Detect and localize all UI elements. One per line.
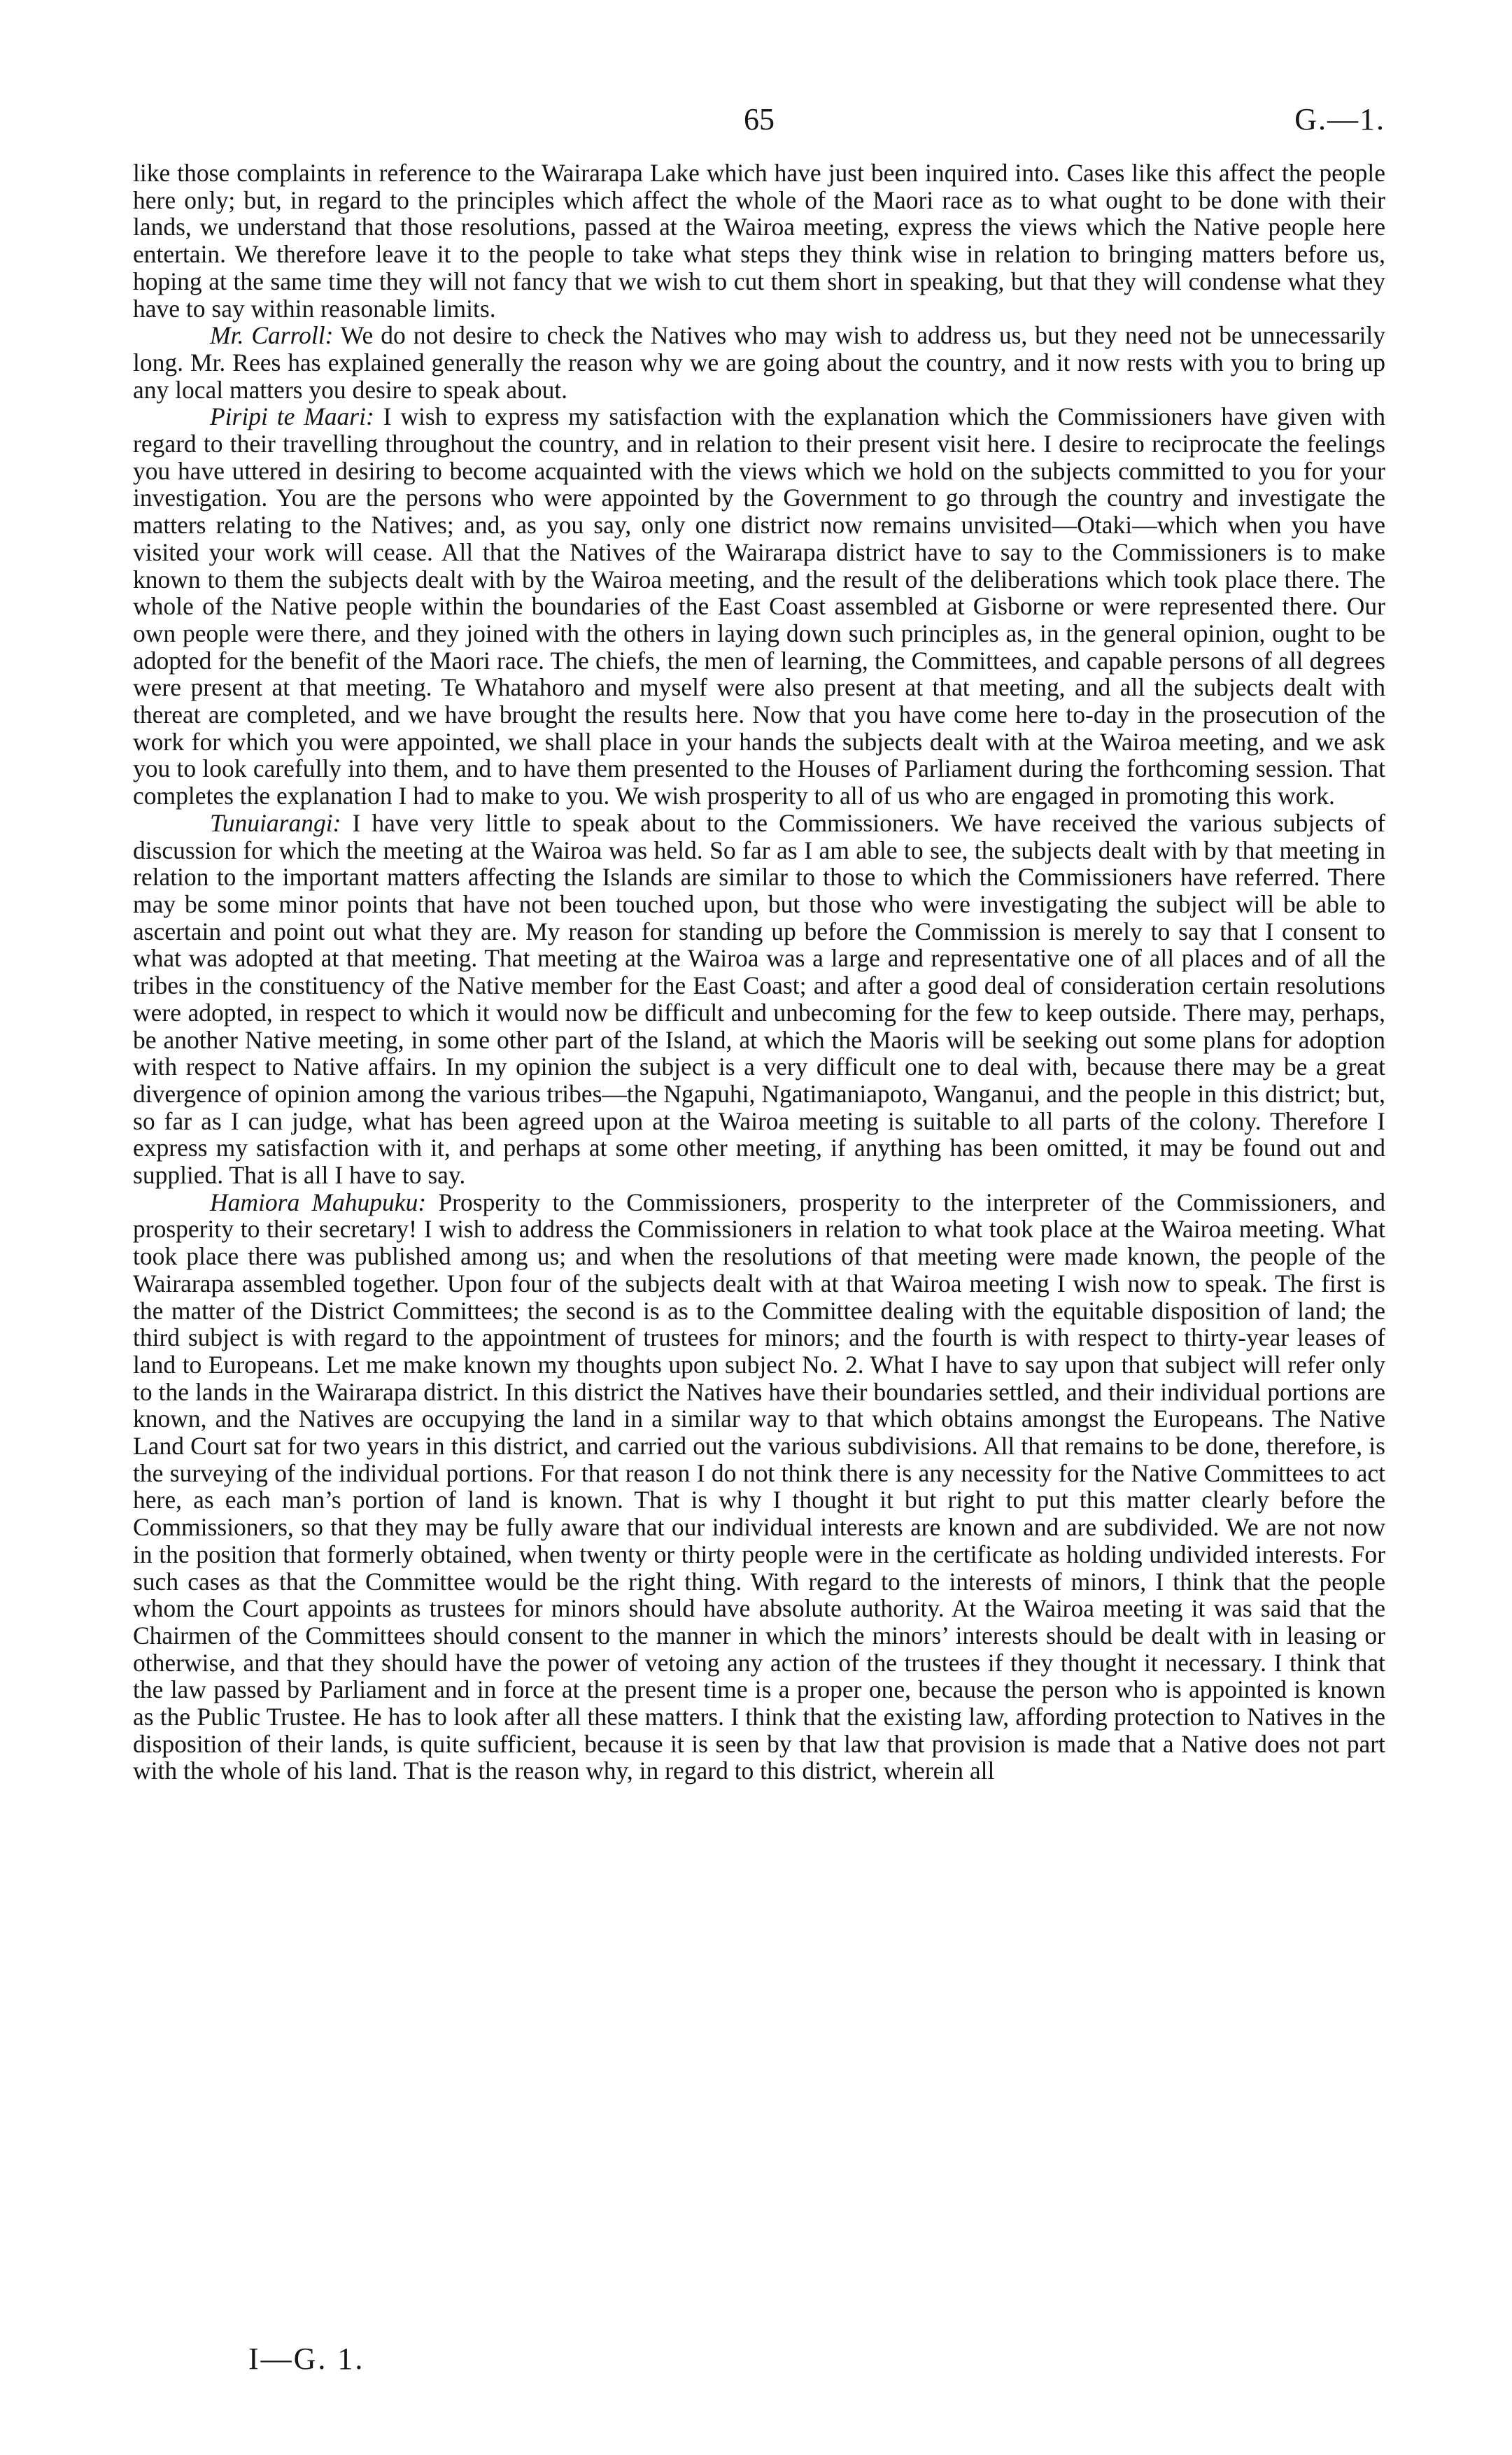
paragraph-carroll: [133, 322, 1385, 403]
paragraph-text: I have very little to speak about to the Commissioners. We have received the various subjects of discussion for which the meeting at the Wairoa was held. So far as I am able to see, the subjects dealt with by that meeting in relation to the important matters affecting the Islands are similar to those to which the Commissioners have referred. There may be some minor points that have not been touched upon, but those who were investigating the subject will be able to ascertain and point out what they are. My reason for standing up before the Commission is merely to say that I consent to what was adopted at that meeting. That meeting at the Wairoa was a large and representative one of all places and of all the tribes in the constituency of the Native member for the East Coast; and after a good deal of consideration certain resolutions were adopted, in respect to which it would now be difficult and unbecoming for the few to keep outside. There may, perhaps, be another Native meeting, in some other part of the Island, at which the Maoris will be seeking out some plans for adoption with respect to Native affairs. In my opinion the subject is a very difficult one to deal with, because there may be a great divergence of opinion among the various tribes—the Ngapuhi, Ngatimaniapoto, Wanganui, and the people in this district; but, so far as I can judge, what has been agreed upon at the Wairoa meeting is suitable to all parts of the colony. Therefore I express my satisfaction with it, and perhaps at some other meeting, if anything has been omitted, it may be found out and supplied. That is all I have to say.: [133, 808, 1385, 1190]
paragraph-hamiora-mahupuku: [133, 1189, 1385, 1785]
page-number: 65: [744, 102, 775, 136]
paragraph-tunuiarangi: [133, 810, 1385, 1189]
document-reference: G.—1.: [1294, 102, 1385, 136]
paragraph-piripi-te-maari: [133, 403, 1385, 810]
speaker-name: Piripi te Maari:: [210, 402, 374, 431]
footer-signature: I—G. 1.: [248, 2342, 365, 2376]
page-header: [133, 101, 1385, 143]
paragraph-continuation: [133, 160, 1385, 322]
paragraph-text: I wish to express my satisfaction with the explanation which the Commissioners have given with regard to their travelling throughout the country, and in relation to their present visit here. I desire to reciprocate the feelings you have uttered in desiring to become acquainted with the views which we hold on the subjects committed to you for your investigation. You are the persons who were appointed by the Government to go through the country and investigate the matters relating to the Natives; and, as you say, only one district now remains unvisited—Otaki—which when you have visited your work will cease. All that the Natives of the Wairarapa district have to say to the Commissioners is to make known to them the subjects dealt with by the Wairoa meeting, and the result of the deliberations which took place there. The whole of the Native people within the boundaries of the East Coast assembled at Gisborne or were represented there. Our own people were there, and they joined with the others in laying down such principles as, in the general opinion, ought to be adopted for the benefit of the Maori race. The chiefs, the men of learning, the Committees, and capable persons of all degrees were present at that meeting. Te Whatahoro and myself were also present at that meeting, and all the subjects dealt with thereat are completed, and we have brought the results here. Now that you have come here to-day in the prosecution of the work for which you were appointed, we shall place in your hands the subjects dealt with at the Wairoa meeting, and we ask you to look carefully into them, and to have them presented to the Houses of Parliament during the forthcoming session. That completes the explanation I had to make to you. We wish prosperity to all of us who are engaged in promoting this work.: [133, 402, 1386, 810]
paragraph-text: Prosperity to the Commissioners, prosperity to the interpreter of the Commissioners, and prosperity to their secretary! I wish to address the Commissioners in relation to what took place at the Wairoa meeting. What took place there was published among us; and when the resolutions of that meeting were made known, the people of the Wairarapa assembled together. Upon four of the subjects dealt with at that Wairoa meeting I wish now to speak. The first is the matter of the District Committees; the second is as to the Committee dealing with the equitable disposition of land; the third subject is with regard to the appointment of trustees for minors; and the fourth is with respect to thirty-year leases of land to Europeans. Let me make known my thoughts upon subject No. 2. What I have to say upon that subject will refer only to the lands in the Wairarapa district. In this district the Natives have their boundaries settled, and their individual portions are known, and the Natives are occupying the land in a similar way to that which obtains amongst the Europeans. The Native Land Court sat for two years in this district, and carried out the various subdivisions. All that remains to be done, therefore, is the surveying of the individual portions. For that reason I do not think there is any necessity for the Native Committees to act here, as each man’s portion of land is known. That is why I thought it but right to put this matter clearly before the Commissioners, so that they may be fully aware that our individual interests are known and are subdivided. We are not now in the position that formerly obtained, when twenty or thirty people were in the certificate as holding undivided interests. For such cases as that the Committee would be the right thing. With regard to the interests of minors, I think that the people whom the Court appoints as trustees for minors should have absolute authority. At the Wairoa meeting it was said that the Chairmen of the Committees should consent to the manner in which the minors’ interests should be dealt with in leasing or otherwise, and that they should have the power of vetoing any action of the trustees if they thought it necessary. I think that the law passed by Parliament and in force at the present time is a proper one, because the person who is appointed is known as the Public Trustee. He has to look after all these matters. I think that the existing law, affording protection to Natives in the disposition of their lands, is quite sufficient, because it is seen by that law that provision is made that a Native does not part with the whole of his land. That is the reason why, in regard to this district, wherein all: [133, 1188, 1385, 1785]
speaker-name: Mr. Carroll:: [210, 321, 334, 350]
speaker-name: Hamiora Mahupuku:: [210, 1188, 427, 1216]
speaker-name: Tunuiarangi:: [210, 808, 341, 837]
paragraph-text: We do not desire to check the Natives who may wish to address us, but they need not be unnecessarily long. Mr. Rees has explained generally the reason why we are going about the country, and it now rests with you to bring up any local matters you desire to speak about.: [133, 321, 1385, 404]
body-text: [133, 160, 1385, 1785]
paragraph-text: like those complaints in reference to the Wairarapa Lake which have just been inquired into. Cases like this affect the people here only; but, in regard to the principles which affect the whole of the Maori race as to what ought to be done with their lands, we understand that those resolutions, passed at the Wairoa meeting, express the views which the Native people here entertain. We therefore leave it to the people to take what steps they think wise in relation to bringing matters before us, hoping at the same time they will not fancy that we wish to cut them short in speaking, but that they will condense what they have to say within reasonable limits.: [133, 159, 1385, 323]
